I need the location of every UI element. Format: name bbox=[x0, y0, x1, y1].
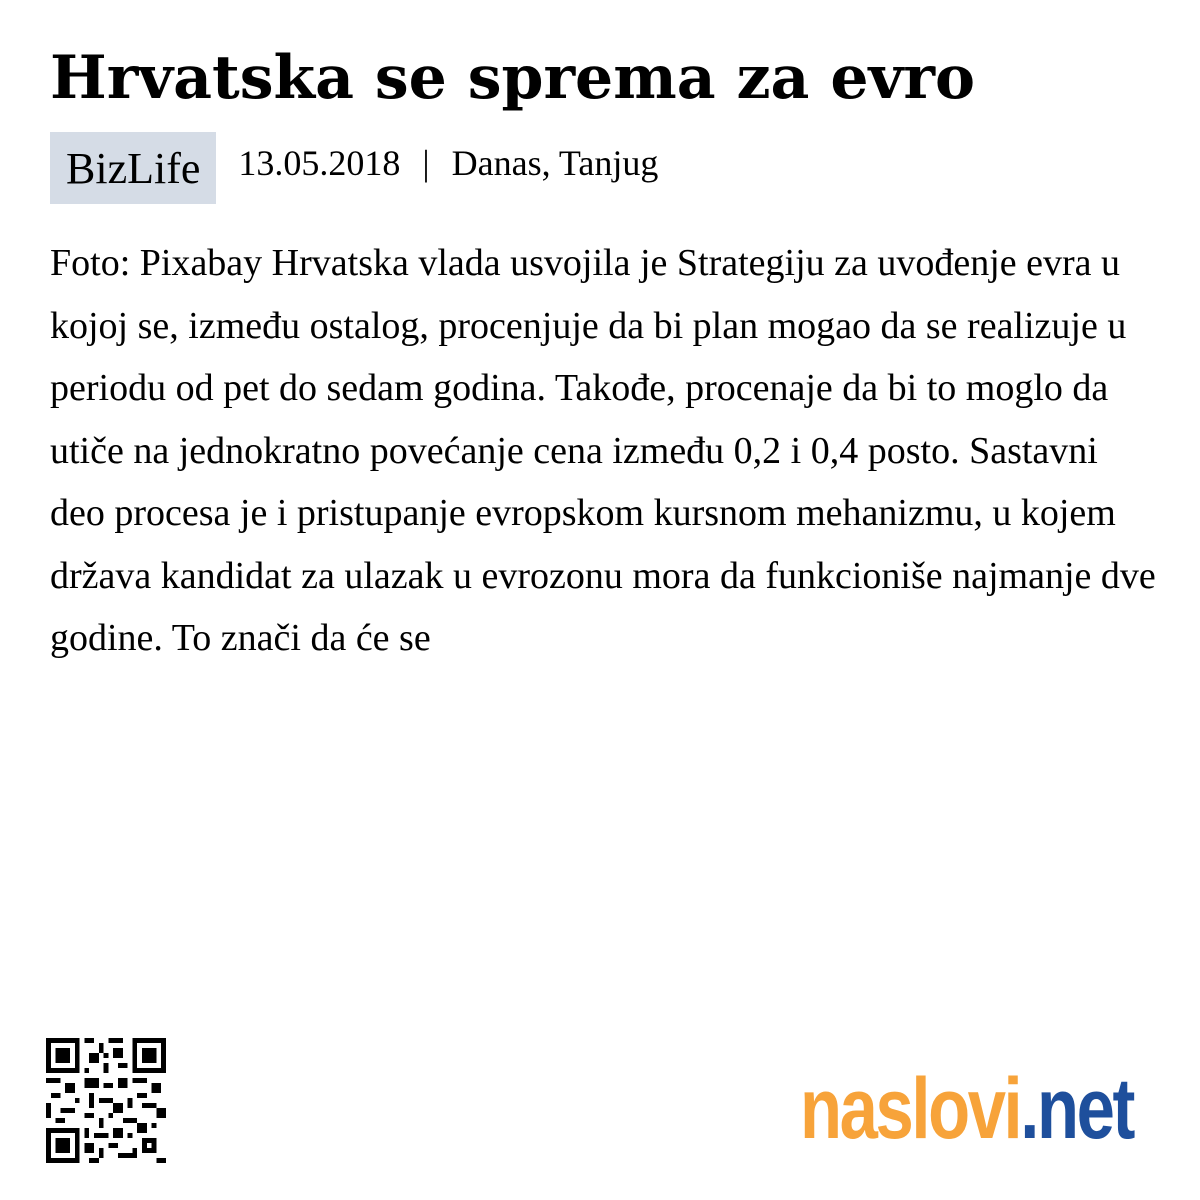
article-authors: Danas, Tanjug bbox=[451, 143, 659, 183]
article-body: Foto: Pixabay Hrvatska vlada usvojila je Strategiju za uvođenje evra u kojoj se, između ostalog, procenjuje da bi plan mogao da se realizuje u periodu od pet do sedam godina. Takođe, procenaje da bi to moglo da utiče na jednokratno povećanje cena između 0,2 i 0,4 posto. Sastavni deo procesa je i pristupanje evropskom kursnom mehanizmu, u kojem država kandidat za ulazak u evrozonu mora da funkcioniše najmanje dve godine. To znači da će se bbox=[50, 242, 1156, 659]
article-meta bbox=[50, 132, 658, 204]
qr-code-icon bbox=[46, 1038, 166, 1163]
naslovi-net-logo[interactable] bbox=[800, 1060, 1133, 1170]
source-badge[interactable]: BizLife bbox=[50, 132, 216, 204]
meta-separator: | bbox=[422, 143, 430, 183]
article-date: 13.05.2018 bbox=[238, 143, 401, 183]
logo-tld-text: .net bbox=[1020, 1061, 1133, 1157]
logo-main-text: naslovi bbox=[800, 1061, 1021, 1157]
article-title: Hrvatska se sprema za evro bbox=[50, 43, 975, 113]
